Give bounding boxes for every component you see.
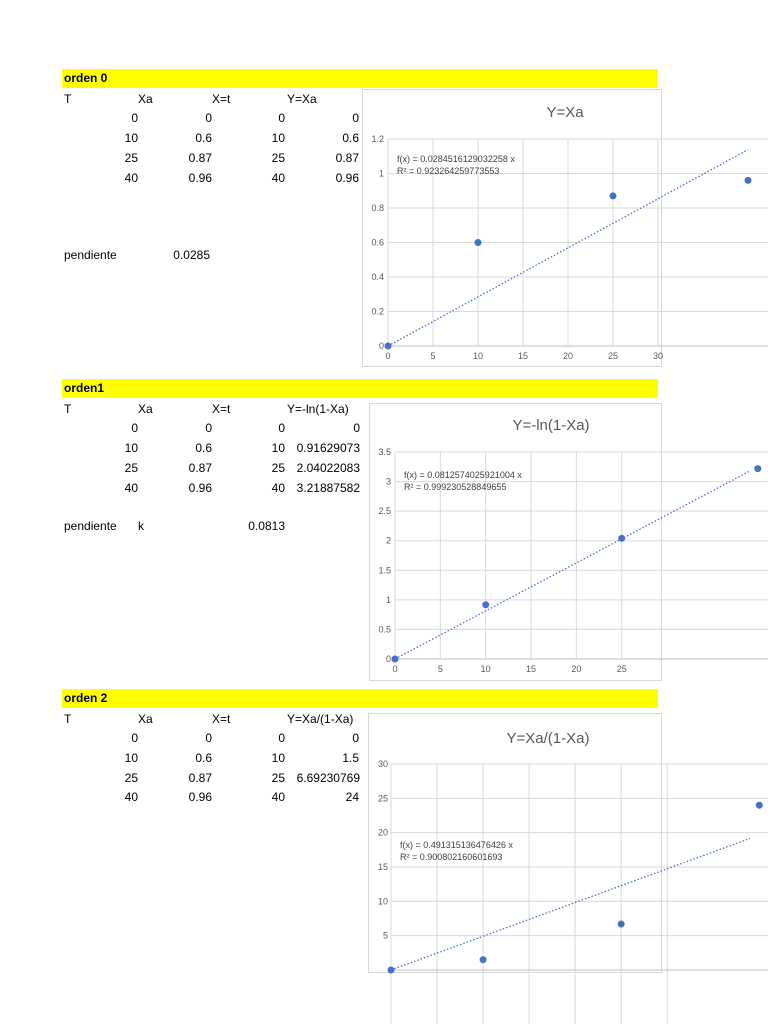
table-cell: 0: [353, 421, 360, 435]
y-tick-label: 5: [382, 930, 388, 941]
table-cell: 40: [271, 481, 285, 495]
table-cell: 25: [271, 151, 285, 165]
table-cell: 0.87: [335, 151, 359, 165]
data-point: [618, 535, 625, 542]
y-tick-label: 1: [385, 594, 391, 605]
col-header-t: T: [64, 712, 72, 726]
x-tick-label: 25: [607, 351, 619, 361]
x-tick-label: 20: [562, 351, 574, 361]
x-tick-label: 0: [385, 351, 391, 361]
chart-orden-2: [368, 713, 658, 943]
y-tick-label: 3: [385, 476, 391, 487]
table-cell: 25: [271, 461, 285, 475]
table-cell: 10: [124, 441, 138, 455]
table-cell: 40: [271, 790, 285, 804]
y-tick-label: 1.2: [371, 134, 384, 144]
table-cell: 0: [278, 111, 285, 125]
y-tick-label: 10: [377, 896, 388, 907]
table-cell: 40: [124, 790, 138, 804]
data-point: [756, 802, 763, 809]
data-point: [388, 967, 395, 974]
data-point: [610, 192, 617, 199]
col-header-x: X=t: [212, 92, 231, 106]
slope-value: 0.0285: [173, 248, 210, 262]
y-tick-label: 1.5: [378, 565, 391, 576]
table-cell: 0.96: [335, 171, 359, 185]
table-cell: 40: [271, 171, 285, 185]
table-cell: 0: [352, 731, 359, 745]
table-cell: 0.96: [188, 481, 212, 495]
data-point: [480, 956, 487, 963]
col-header-t: T: [64, 402, 72, 416]
table-cell: 0: [278, 421, 285, 435]
trend-equation: f(x) = 0.0284516129032258 x: [397, 154, 515, 164]
table-cell: 40: [124, 481, 138, 495]
x-tick-label: 5: [430, 351, 436, 361]
x-tick-label: 5: [437, 664, 443, 674]
x-tick-label: 0: [392, 664, 398, 674]
data-point: [745, 177, 752, 184]
col-header-xa: Xa: [138, 92, 153, 106]
y-tick-label: 15: [377, 862, 388, 872]
table-cell: 0.87: [188, 771, 212, 785]
table-cell: 0.91629073: [296, 441, 360, 455]
col-header-x: X=t: [212, 712, 231, 726]
table-cell: 10: [124, 131, 138, 145]
y-tick-label: 20: [377, 827, 388, 838]
table-cell: 25: [124, 461, 138, 475]
chart-title: Y=Xa: [546, 104, 584, 121]
slope-label: pendiente: [64, 519, 117, 533]
data-point: [392, 656, 399, 663]
y-tick-label: 2.5: [378, 506, 391, 517]
table-cell: 0: [352, 111, 359, 125]
col-header-t: T: [64, 92, 72, 106]
x-tick-label: 15: [517, 351, 529, 361]
table-cell: 0.6: [195, 441, 212, 455]
col-header-xa: Xa: [138, 402, 153, 416]
section-header-orden-2: orden 2: [62, 689, 658, 708]
section-header-orden-1: orden1: [62, 379, 658, 398]
chart-title: Y=-ln(1-Xa): [512, 417, 590, 434]
table-cell: 25: [271, 771, 285, 785]
table-cell: 0.87: [188, 151, 212, 165]
x-tick-label: 20: [571, 664, 582, 674]
y-tick-label: 0: [385, 654, 391, 664]
col-header-y: Y=Xa: [287, 92, 317, 106]
table-cell: 0: [131, 111, 138, 125]
data-point: [482, 601, 489, 608]
trend-equation: f(x) = 0.0812574025921004 x: [404, 470, 522, 480]
y-tick-label: 0.6: [371, 237, 384, 248]
y-tick-label: 30: [377, 759, 388, 769]
table-cell: 3.21887582: [296, 481, 360, 495]
trend-equation: f(x) = 0.491315136476426 x: [400, 840, 513, 850]
y-tick-label: 3.5: [378, 447, 391, 457]
x-tick-label: 30: [652, 351, 664, 361]
y-tick-label: 0: [378, 341, 384, 351]
data-point: [754, 465, 761, 472]
data-point: [385, 343, 392, 350]
table-cell: 0.6: [342, 131, 359, 145]
x-tick-label: 15: [526, 664, 537, 674]
col-header-y: Y=-ln(1-Xa): [287, 402, 349, 416]
trend-r-squared: R² = 0.900802160601693: [400, 852, 503, 862]
table-cell: 0.6: [195, 131, 212, 145]
data-point: [618, 921, 625, 928]
y-tick-label: 25: [377, 793, 388, 804]
y-tick-label: 2: [385, 535, 391, 546]
y-tick-label: 0.8: [371, 203, 384, 213]
table-cell: 0: [131, 731, 138, 745]
table-cell: 10: [271, 131, 285, 145]
col-header-y: Y=Xa/(1-Xa): [287, 712, 354, 726]
table-cell: 0: [278, 731, 285, 745]
table-cell: 40: [124, 171, 138, 185]
trend-r-squared: R² = 0.999230528849655: [404, 482, 507, 492]
y-tick-label: 0.5: [378, 624, 391, 635]
y-tick-label: 0.2: [371, 306, 384, 317]
y-tick-label: 0.4: [371, 272, 384, 282]
x-tick-label: 25: [616, 664, 627, 674]
x-tick-label: 10: [480, 664, 491, 674]
table-cell: 10: [271, 751, 285, 765]
table-cell: 2.04022083: [296, 461, 360, 475]
col-header-xa: Xa: [138, 712, 153, 726]
chart-orden-0: [362, 89, 664, 367]
table-cell: 0.6: [195, 751, 212, 765]
table-cell: 0: [205, 421, 212, 435]
trendline: [395, 472, 749, 659]
chart-title: Y=Xa/(1-Xa): [506, 730, 590, 747]
table-cell: 25: [124, 151, 138, 165]
slope-k-label: k: [138, 519, 144, 533]
table-cell: 1.5: [342, 751, 359, 765]
table-cell: 0: [131, 421, 138, 435]
col-header-x: X=t: [212, 402, 231, 416]
data-point: [475, 239, 482, 246]
x-tick-label: 10: [472, 351, 484, 361]
table-cell: 10: [271, 441, 285, 455]
slope-value: 0.0813: [248, 519, 285, 533]
table-cell: 10: [124, 751, 138, 765]
table-cell: 0.87: [188, 461, 212, 475]
section-header-orden-0: orden 0: [62, 69, 658, 88]
table-cell: 0.96: [188, 790, 212, 804]
slope-label: pendiente: [64, 248, 117, 262]
y-tick-label: 1: [378, 168, 384, 179]
table-cell: 0: [205, 111, 212, 125]
table-cell: 6.69230769: [296, 771, 360, 785]
table-cell: 25: [124, 771, 138, 785]
trend-r-squared: R² = 0.923264259773553: [397, 166, 500, 176]
table-cell: 0: [205, 731, 212, 745]
chart-orden-1: [369, 403, 658, 681]
table-cell: 24: [345, 790, 359, 804]
table-cell: 0.96: [188, 171, 212, 185]
